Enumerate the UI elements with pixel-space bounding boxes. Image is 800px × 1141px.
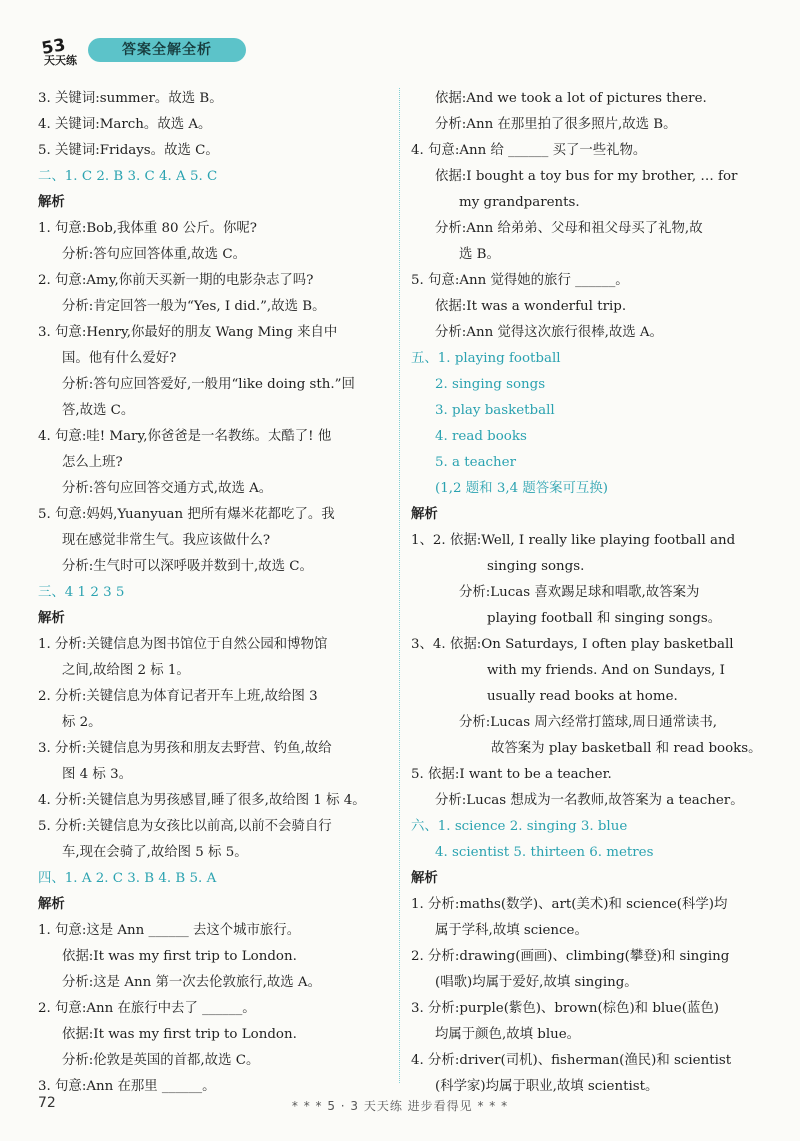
section-label: 解析: [38, 897, 65, 912]
text-line: 依据:It was my first trip to London.: [62, 1027, 297, 1042]
right-column: [411, 86, 762, 1100]
text-line: 分析:答句应回答体重,故选 C。: [62, 247, 246, 262]
text-line: 1. 分析:maths(数学)、art(美术)和 science(科学)均: [411, 897, 728, 912]
text-line: usually read books at home.: [487, 689, 678, 704]
text-line: 分析:Lucas 想成为一名教师,故答案为 a teacher。: [435, 793, 744, 808]
text-line: 故答案为 play basketball 和 read books。: [491, 741, 762, 756]
text-line: 怎么上班?: [62, 455, 123, 470]
text-line: 5. 关键词:Fridays。故选 C。: [38, 143, 219, 158]
text-line: 3. 句意:Ann 在那里 ______。: [38, 1079, 216, 1094]
text-line: 标 2。: [62, 715, 102, 730]
text-line: 3. 关键词:summer。故选 B。: [38, 91, 223, 106]
text-line: 4. 分析:关键信息为男孩感冒,睡了很多,故给图 1 标 4。: [38, 793, 366, 808]
text-line: 5. 句意:Ann 觉得她的旅行 ______。: [411, 273, 629, 288]
page-number: 72: [38, 1095, 56, 1111]
text-line: 分析:Ann 给弟弟、父母和祖父母买了礼物,故: [435, 221, 703, 236]
text-line: (唱歌)均属于爱好,故填 singing。: [435, 975, 638, 990]
text-line: (科学家)均属于职业,故填 scientist。: [435, 1079, 659, 1094]
text-line: 依据:It was my first trip to London.: [62, 949, 297, 964]
text-line: 车,现在会骑了,故给图 5 标 5。: [62, 845, 248, 860]
section-label: 解析: [38, 611, 65, 626]
text-line: 4. 关键词:March。故选 A。: [38, 117, 212, 132]
text-line: 2. 句意:Amy,你前天买新一期的电影杂志了吗?: [38, 273, 314, 288]
text-line: 1. 句意:这是 Ann ______ 去这个城市旅行。: [38, 923, 301, 938]
text-line: 依据:I bought a toy bus for my brother, … for: [435, 169, 738, 184]
text-line: 分析:生气时可以深呼吸并数到十,故选 C。: [62, 559, 313, 574]
text-line: with my friends. And on Sundays, I: [487, 663, 725, 678]
text-line: 3. 句意:Henry,你最好的朋友 Wang Ming 来自中: [38, 325, 338, 340]
answer-line: (1,2 题和 3,4 题答案可互换): [435, 481, 608, 496]
text-line: 4. 分析:driver(司机)、fisherman(渔民)和 scientist: [411, 1053, 732, 1068]
text-line: 依据:It was a wonderful trip.: [435, 299, 627, 314]
text-line: 之间,故给图 2 标 1。: [62, 663, 190, 678]
text-line: 分析:答句应回答交通方式,故选 A。: [62, 481, 273, 496]
text-line: 1. 句意:Bob,我体重 80 公斤。你呢?: [38, 221, 257, 236]
answer-line: 2. singing songs: [435, 377, 546, 392]
page-footer: [0, 1093, 800, 1123]
answer-line: 六、1. science 2. singing 3. blue: [411, 819, 628, 834]
text-line: 图 4 标 3。: [62, 767, 132, 782]
footer-slogan: * * * 5 · 3 天天练 进步看得见 * * *: [291, 1099, 509, 1113]
text-line: 3. 分析:关键信息为男孩和朋友去野营、钓鱼,故给: [38, 741, 332, 756]
text-line: 分析:Lucas 喜欢踢足球和唱歌,故答案为: [459, 585, 700, 600]
text-line: 3. 分析:purple(紫色)、brown(棕色)和 blue(蓝色): [411, 1001, 719, 1016]
text-line: 分析:答句应回答爱好,一般用“like doing sth.”回: [62, 377, 355, 392]
left-column: [38, 86, 386, 1100]
text-line: 3、4. 依据:On Saturdays, I often play basketball: [411, 637, 734, 652]
answer-line: 五、1. playing football: [411, 351, 561, 366]
text-line: singing songs.: [487, 559, 585, 574]
answer-line: 4. read books: [435, 429, 527, 444]
text-line: 5. 句意:妈妈,Yuanyuan 把所有爆米花都吃了。我: [38, 507, 335, 522]
text-line: 4. 句意:Ann 给 ______ 买了一些礼物。: [411, 143, 647, 158]
text-line: 选 B。: [459, 247, 500, 262]
answer-banner: 答案全解全析: [88, 38, 246, 62]
text-line: 分析:Lucas 周六经常打篮球,周日通常读书,: [459, 715, 718, 730]
text-line: 分析:肯定回答一般为“Yes, I did.”,故选 B。: [62, 299, 326, 314]
answer-line: 4. scientist 5. thirteen 6. metres: [435, 845, 654, 860]
text-line: playing football 和 singing songs。: [487, 611, 722, 626]
section-label: 解析: [411, 871, 438, 886]
text-line: 分析:Ann 在那里拍了很多照片,故选 B。: [435, 117, 677, 132]
section-label: 解析: [411, 507, 438, 522]
svg-text:天天练: 天天练: [44, 54, 77, 66]
text-line: 分析:伦敦是英国的首都,故选 C。: [62, 1053, 260, 1068]
text-line: my grandparents.: [459, 195, 580, 210]
answer-line: 四、1. A 2. C 3. B 4. B 5. A: [38, 871, 217, 886]
answer-line: 5. a teacher: [435, 455, 517, 470]
column-divider: [399, 88, 400, 1083]
text-line: 依据:And we took a lot of pictures there.: [435, 91, 707, 106]
text-line: 5. 依据:I want to be a teacher.: [411, 767, 612, 782]
answer-line: 3. play basketball: [435, 403, 555, 418]
brand-logo: [40, 34, 86, 66]
text-line: 国。他有什么爱好?: [62, 351, 177, 366]
svg-text:53: 53: [40, 35, 67, 60]
text-line: 分析:这是 Ann 第一次去伦敦旅行,故选 A。: [62, 975, 321, 990]
text-line: 均属于颜色,故填 blue。: [435, 1027, 581, 1042]
text-line: 属于学科,故填 science。: [435, 923, 588, 938]
text-line: 5. 分析:关键信息为女孩比以前高,以前不会骑自行: [38, 819, 332, 834]
text-line: 现在感觉非常生气。我应该做什么?: [62, 533, 271, 548]
text-line: 答,故选 C。: [62, 403, 135, 418]
text-line: 分析:Ann 觉得这次旅行很棒,故选 A。: [435, 325, 663, 340]
text-line: 2. 分析:关键信息为体育记者开车上班,故给图 3: [38, 689, 318, 704]
answer-line: 二、1. C 2. B 3. C 4. A 5. C: [38, 169, 218, 184]
answer-line: 三、4 1 2 3 5: [38, 585, 125, 600]
text-line: 1、2. 依据:Well, I really like playing football and: [411, 533, 736, 548]
text-line: 2. 句意:Ann 在旅行中去了 ______。: [38, 1001, 256, 1016]
text-line: 1. 分析:关键信息为图书馆位于自然公园和博物馆: [38, 637, 328, 652]
section-label: 解析: [38, 195, 65, 210]
text-line: 4. 句意:哇! Mary,你爸爸是一名教练。太酷了! 他: [38, 429, 332, 444]
text-line: 2. 分析:drawing(画画)、climbing(攀登)和 singing: [411, 949, 730, 964]
